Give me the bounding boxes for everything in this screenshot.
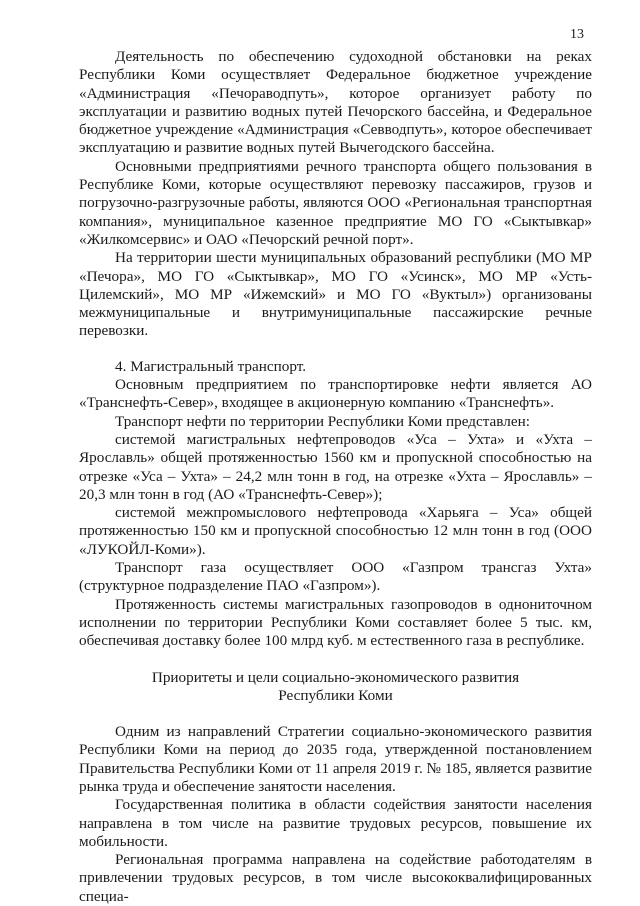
paragraph-oil-pipeline-kharyaga: системой межпромыслового нефтепровода «Харьяга – Уса» общей протяженностью 150 км и пропускной способностью 12 млн тонн в год (ООО «ЛУКОЙЛ-Коми»). [79,504,592,558]
subsection-title-trunk-transport: 4. Магистральный транспорт. [115,357,307,375]
paragraph-municipal-river-transport: На территории шести муниципальных образований республики (МО МР «Печора», МО ГО «Сыктывкар», МО ГО «Усинск», МО МР «Усть-Цилемский», МО МР «Ижемский» и МО ГО «Вуктыл») организованы межмуниципальные и внутримуниципальные пассажирские речные перевозки. [79,249,592,340]
paragraph-regional-program: Региональная программа направлена на содействие работодателям в привлечении трудовых ресурсов, в том числе высококвалифицированных специа- [79,851,592,905]
paragraph-employment-policy: Государственная политика в области содействия занятости населения направлена в том числе на развитие трудовых ресурсов, повышение их мобильности. [79,796,592,850]
paragraph-oil-transport-enterprise: Основным предприятием по транспортировке нефти является АО «Транснефть-Север», входящее в акционерную компанию «Транснефть». [79,376,592,412]
section-heading [79,669,592,706]
paragraph-oil-pipeline-usa-ukhta: системой магистральных нефтепроводов «Уса – Ухта» и «Ухта – Ярославль» общей протяженностью 1560 км и пропускной способностью на отрезке «Уса – Ухта» – 24,2 млн тонн в год, на отрезке «Ухта – Ярославль» – 20,3 млн тонн в год (АО «Транснефть-Север»); [79,430,592,503]
paragraph-oil-transport-intro: Транспорт нефти по территории Республики Коми представлен: [115,412,530,430]
document-body [79,48,592,906]
section-heading-line-2: Республики Коми [278,686,393,704]
paragraph-gas-pipeline-length: Протяженность системы магистральных газопроводов в однониточном исполнении по территории Республики Коми составляет более 5 тыс. км, обеспечивая доставку более 100 млрд куб. м естественного газа в республике. [79,595,592,650]
section-heading-line-1: Приоритеты и цели социально-экономического развития [151,668,520,686]
paragraph-strategy: Одним из направлений Стратегии социально-экономического развития Республики Коми на период до 2035 года, утвержденной постановлением Правительства Республики Коми от 11 апреля 2019 г. № 185, является развитие рынка труда и обеспечение занятости населения. [79,723,592,795]
paragraph-gas-transport: Транспорт газа осуществляет ООО «Газпром трансгаз Ухта» (структурное подразделение ПАО «Газпром»). [79,559,592,595]
paragraph-river-enterprises: Основными предприятиями речного транспорта общего пользования в Республике Коми, которые осуществляют перевозку пассажиров, грузов и погрузочно-разгрузочные работы, являются ООО «Региональная транспортная компания», муниципальное казенное предприятие МО ГО «Сыктывкар» «Жилкомсервис» и ОАО «Печорский речной порт». [79,157,592,248]
page-number: 13 [570,27,584,42]
paragraph-navigation-administration: Деятельность по обеспечению судоходной обстановки на реках Республики Коми осуществляет Федеральное бюджетное учреждение «Администрация «Печораводпуть», которое организует работу по эксплуатации и развитию водных путей Печорского бассейна, и Федеральное бюджетное учреждение «Администрация «Севводпуть», которое обеспечивает эксплуатацию и развитие водных путей Вычегодского бассейна. [79,48,592,157]
